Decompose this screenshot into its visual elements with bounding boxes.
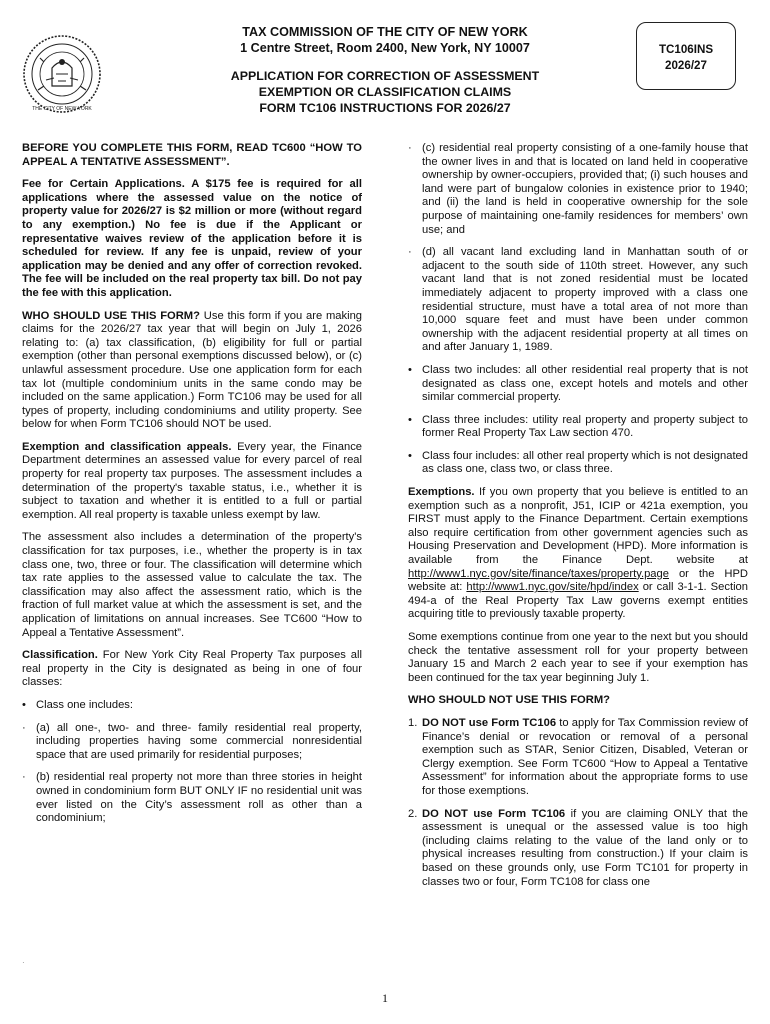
list-number: 2.	[408, 807, 418, 820]
class-one-sub-a	[22, 722, 362, 763]
classification-lead: Classification.	[22, 649, 98, 662]
exemption-appeals-lead: Exemption and classification appeals.	[22, 440, 232, 453]
who-lead: WHO SHOULD USE THIS FORM?	[22, 309, 200, 322]
sub-b-text: (b) residential real property not more than three stories in height owned in condominium form BUT ONLY IF no residential unit was ever listed on the City’s assessment roll as other than a condominium;	[36, 771, 362, 825]
exemptions-text2: or the HPD website at:	[408, 567, 748, 594]
sub-marker: ·	[408, 246, 412, 259]
class-one-sub-d	[408, 246, 748, 355]
document-header	[0, 0, 770, 130]
exemptions-lead: Exemptions.	[408, 486, 475, 499]
class-one-text: Class one includes:	[36, 698, 134, 711]
class-four-text: Class four includes: all other real property which is not designated as class one, class two, or class three.	[422, 449, 748, 476]
class-four-item	[408, 450, 748, 477]
bullet-icon: •	[408, 363, 412, 376]
form-year: 2026/27	[665, 59, 707, 72]
class-two-item	[408, 364, 748, 405]
svg-text:THE CITY OF NEW YORK: THE CITY OF NEW YORK	[32, 106, 92, 112]
n2-lead: DO NOT use Form TC106	[422, 807, 566, 820]
sub-d-text: (d) all vacant land excluding land in Manhattan south of or adjacent to the south side of 110th street. However, any such vacant land that is not zoned residential must be located immediately adjacent to property improved with a class one residential structure, must have a total area of not more than 10,000 square feet and must have been under common ownership with the adjacent residential property at all times on and after January 1, 1989.	[422, 246, 748, 354]
n1-text: to apply for Tax Commission review of Finance’s denial or revocation or removal of a personal exemption such as STAR, Senior Citizen, Disabled, Veteran or Clergy exemption. See Form TC600 “How to Appeal a Tentative Assessment” for information about the appropriate forms to use for those exemptions.	[422, 716, 749, 797]
list-number: 1.	[408, 716, 418, 729]
class-three-text: Class three includes: utility real property and property subject to former Real Property Tax Law section 470.	[422, 413, 748, 440]
bullet-icon: •	[408, 449, 412, 462]
class-two-text: Class two includes: all other residential real property that is not designated as class one, except hotels and motels and other similar commercial property.	[422, 363, 748, 404]
exemptions-text3: or call 3-1-1. Section 494-a of the Real Property Tax Law governs exempt entities acquiring title to previously taxable property.	[408, 581, 748, 621]
form-title-line1: APPLICATION FOR CORRECTION OF ASSESSMENT	[230, 69, 540, 83]
finance-website-link[interactable]: http://www1.nyc.gov/site/finance/taxes/property.page	[408, 567, 669, 580]
sub-marker: ·	[408, 142, 412, 154]
form-title-line3: FORM TC106 INSTRUCTIONS FOR 2026/27	[259, 101, 511, 115]
stray-mark: ·	[22, 958, 25, 967]
fee-lead: Fee for Certain Applications.	[22, 178, 185, 191]
form-id: TC106INS	[658, 43, 714, 56]
n2-text: if you are claiming ONLY that the assessment is unequal or the assessed value is too high (including claims relating to the value of the land only or to physical increases resulting from construction.) If your claim is based on these grounds only, use Form TC101 for property in classes two or four, Form TC108 for class one	[422, 807, 749, 888]
sub-c-text: (c) residential real property consisting of a one-family house that the owner lives in and that is located on land held in cooperative ownership by owner-occupiers, provided that; (i) such houses and land were part of bungalow colonies in existence prior to 1940; and (ii) the land is held in cooperative ownership for the sole purpose of maintaining one-family residences for members’ own use; and	[422, 142, 748, 236]
continue-paragraph: Some exemptions continue from one year to the next but you should check the tentative assessment roll for your property between January 15 and March 2 each year to see if your exemption has been continued for the tax year beginning July 1.	[408, 631, 748, 684]
right-column	[408, 142, 748, 898]
fee-paragraph	[22, 178, 362, 300]
city-seal-icon	[22, 34, 102, 114]
before-heading: BEFORE YOU COMPLETE THIS FORM, READ TC600 “HOW TO APPEAL A TENTATIVE ASSESSMENT”.	[22, 142, 362, 168]
n1-lead: DO NOT use Form TC106	[422, 716, 557, 729]
sub-marker: ·	[22, 721, 26, 734]
exemption-appeals-paragraph	[22, 441, 362, 523]
form-id-box	[636, 22, 736, 90]
sub-marker: ·	[22, 771, 26, 784]
left-column	[22, 142, 362, 835]
class-one-sub-c	[408, 142, 748, 237]
who-paragraph	[22, 310, 362, 432]
classification-text: For New York City Real Property Tax purposes all real property in the City is designated as being in one of four classes:	[22, 649, 363, 689]
page-number: 1	[382, 991, 388, 1005]
exemptions-text1: If you own property that you believe is entitled to an exemption such as a nonprofit, J51, ICIP or 421a exemption, you FIRST must apply to the Finance Department. Certain exemptions also require certification from other government agencies such as Housing Preservation and Development (HPD). More information is available from the Finance Dept. website at	[408, 486, 749, 567]
who-not-item-2	[408, 808, 748, 890]
sub-a-text: (a) all one-, two- and three- family residential real property, including properties having some commercial nonresidential space that are used primarily for residential purposes;	[36, 721, 362, 761]
class-three-item	[408, 414, 748, 441]
exemption-appeals-text: Every year, the Finance Department determines an assessed value for every parcel of real property for real property tax purposes. The assessment includes a determination of the property's taxable status, i.e., whether it is subject to taxation and whether it is entitled to a full or partial exemption. All real property is taxable unless exempt by law.	[22, 440, 363, 521]
agency-address: 1 Centre Street, Room 2400, New York, NY 10007	[240, 41, 530, 55]
assessment-paragraph: The assessment also includes a determination of the property's classification for tax purposes, i.e., whether the property is in tax class one, two, three or four. The classification will determine which tax rate applies to the assessed value to calculate the tax. The classification may also affect the assessment ratio, which is the fraction of full market value at which the assessment is set, and the application of limitations on annual increases. See TC600 “How to Appeal a Tentative Assessment”.	[22, 531, 362, 639]
fee-text: A $175 fee is required for all applications where the assessed value on the notice of property value for 2026/27 is $2 million or more (without regard to any exemption.) No fee is due if the Applicant or representative waives review of the application before it is scheduled for review. If any fee is unpaid, review of your application may be denied and any offer of correction revoked. The fee will be included on the real property tax bill. Do not pay the fee with this application.	[22, 178, 362, 299]
agency-name: TAX COMMISSION OF THE CITY OF NEW YORK	[242, 25, 528, 39]
class-one-item	[22, 699, 362, 713]
who-not-item-1	[408, 717, 748, 799]
classification-paragraph	[22, 649, 362, 690]
form-title-line2: EXEMPTION OR CLASSIFICATION CLAIMS	[258, 85, 512, 99]
who-not-heading: WHO SHOULD NOT USE THIS FORM?	[408, 694, 610, 707]
who-text: Use this form if you are making claims for the 2026/27 tax year that will begin on July 1, 2026 relating to: (a) tax classification, (b) eligibility for full or partial exemption (other than personal exemptions discussed below), or (c) unlawful assessment procedure. Use one application form for each tax lot (multiple condominium units in the same condo may be included on the same application.) Form TC106 may be used for all types of property, including condominiums and utility property. See below for when Form TC106 should NOT be used.	[22, 309, 363, 431]
bullet-icon: •	[22, 698, 26, 711]
bullet-icon: •	[408, 413, 412, 426]
class-one-sub-b	[22, 771, 362, 825]
exemptions-paragraph	[408, 486, 748, 622]
hpd-website-link[interactable]: http://www1.nyc.gov/site/hpd/index	[466, 581, 639, 594]
